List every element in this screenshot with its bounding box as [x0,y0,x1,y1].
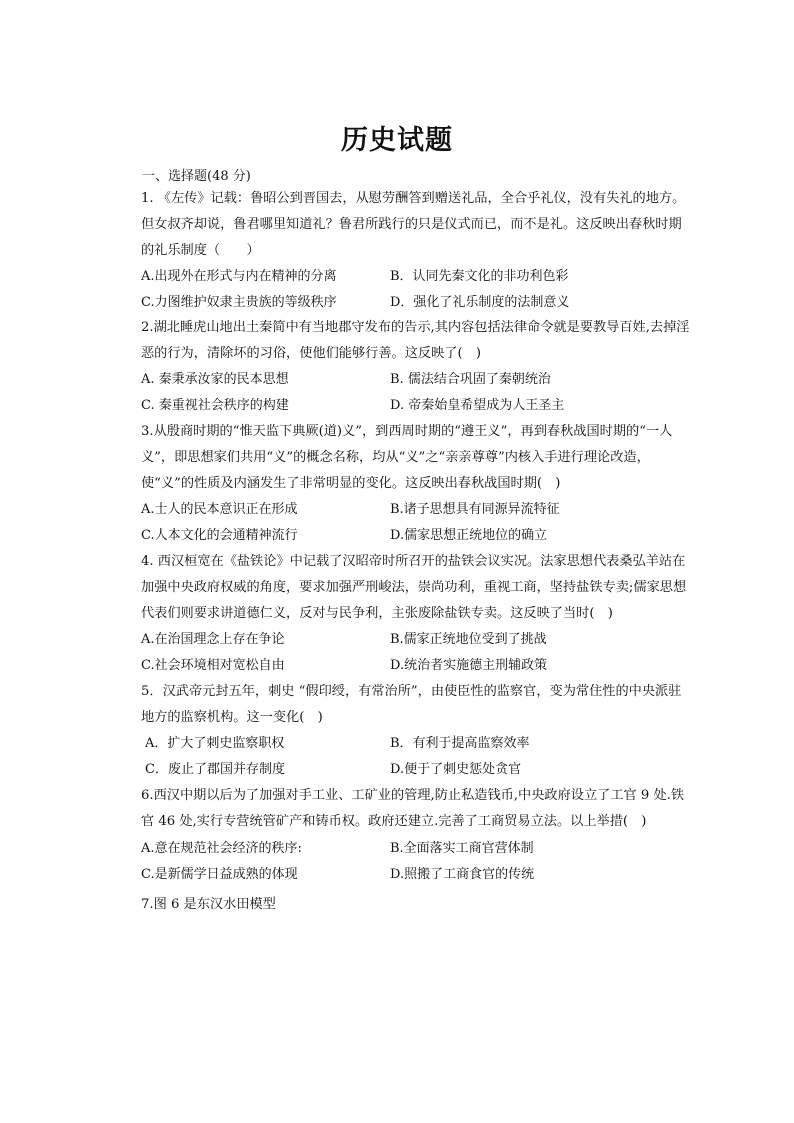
option-c: C．废止了郡国并存制度 [145,762,285,777]
option-c: C.人本文化的会通精神流行 [141,528,298,543]
option-b: B. 儒法结合巩固了秦朝统治 [390,372,551,387]
question-3 [118,419,693,497]
question-3-options [141,497,701,549]
option-c: C. 秦重视社会秩序的构建 [141,398,289,413]
question-1 [118,186,693,264]
option-b: B.诸子思想具有同源异流特征 [390,502,560,517]
question-stem: 3.从殷商时期的“惟天监下典厥(道)义”，到西周时期的“遵王义”，再到春秋战国时期的“一人义”，即思想家们共用“义”的概念名称，均从“义”之“亲亲尊尊”内核入手进行理论改造，使“义”的性质及内涵发生了非常明显的变化。这反映出春秋战国时期( ) [141,424,673,491]
option-c: C.力图维护奴隶主贵族的等级秩序 [141,295,337,310]
option-d: D.便于了刺史惩处贪官 [390,762,522,777]
option-d: D.儒家思想正统地位的确立 [390,528,548,543]
question-stem: 1. 《左传》记载：鲁昭公到晋国去，从慰劳酬答到赠送礼品，全合乎礼仪，没有失礼的地方。但女叔齐却说，鲁君哪里知道礼？鲁君所践行的只是仪式而已，而不是礼。这反映出春秋时期的礼乐制度（ ） [141,191,686,258]
option-d: D. 帝秦始皇希望成为人王圣主 [390,398,565,413]
option-c: C.是新儒学日益成熟的体现 [141,867,298,882]
option-b: B．有利于提高监察效率 [390,736,530,751]
question-stem: 6.西汉中期以后为了加强对手工业、工矿业的管理,防止私造钱币,中央政府设立了工官 9 处.铁官 46 处,实行专营统管矿产和铸币权。政府还建立.完善了工商贸易立法。以上举措( ) [141,788,685,829]
option-a: A.在治国理念上存在争论 [141,632,285,647]
option-a: A.士人的民本意识正在形成 [141,502,298,517]
option-a: A. 秦秉承汝家的民本思想 [141,372,289,387]
question-stem: 5．汉武帝元封五年，刺史 “假印绶，有常治所”，由使臣性的监察官，变为常住性的中央派驻地方的监察机构。这一变化( ) [141,684,682,725]
question-1-options [141,264,701,316]
question-4 [118,549,693,627]
option-b: B．认同先秦文化的非功利色彩 [390,269,569,284]
question-stem: 7.图 6 是东汉水田模型 [141,897,276,912]
option-a: A.意在规范社会经济的秩序: [141,841,302,856]
question-5 [118,679,693,731]
question-stem: 2.湖北睡虎山地出土秦简中有当地郡守发布的告示,其内容包括法律命令就是要教导百姓,去掉淫恶的行为，清除坏的习俗，使他们能够行善。这反映了( ) [141,320,690,361]
option-d: D.照搬了工商食官的传统 [390,867,535,882]
option-c: C.社会环境相对宽松自由 [141,658,285,673]
question-5-options [145,731,705,783]
page-title: 历史试题 [341,125,453,156]
question-2 [118,315,693,367]
option-d: D.统治者实施德主刑辅政策 [390,658,548,673]
option-a: A.出现外在形式与内在精神的分离 [141,269,337,284]
option-b: B.全面落实工商官营体制 [390,841,534,856]
option-d: D．强化了礼乐制度的法制意义 [390,295,570,310]
question-6 [118,783,693,835]
question-stem: 4. 西汉桓宽在《盐铁论》中记载了汉昭帝时所召开的盐铁会议实况。法家思想代表桑弘羊站在加强中央政府权威的角度，要求加强严刑峻法，崇尚功利，重视工商，坚持盐铁专卖;儒家思想代表们则要求讲道德仁义，反对与民争利，主张废除盐铁专卖。这反映了当时( ) [141,554,687,621]
question-6-options [141,836,701,888]
option-a: A．扩大了刺史监察职权 [145,736,285,751]
question-7 [118,892,693,918]
section-heading: 一、选择题(48 分) [142,169,251,184]
option-b: B.儒家正统地位受到了挑战 [390,632,547,647]
question-2-options [141,367,701,419]
question-4-options [141,627,701,679]
